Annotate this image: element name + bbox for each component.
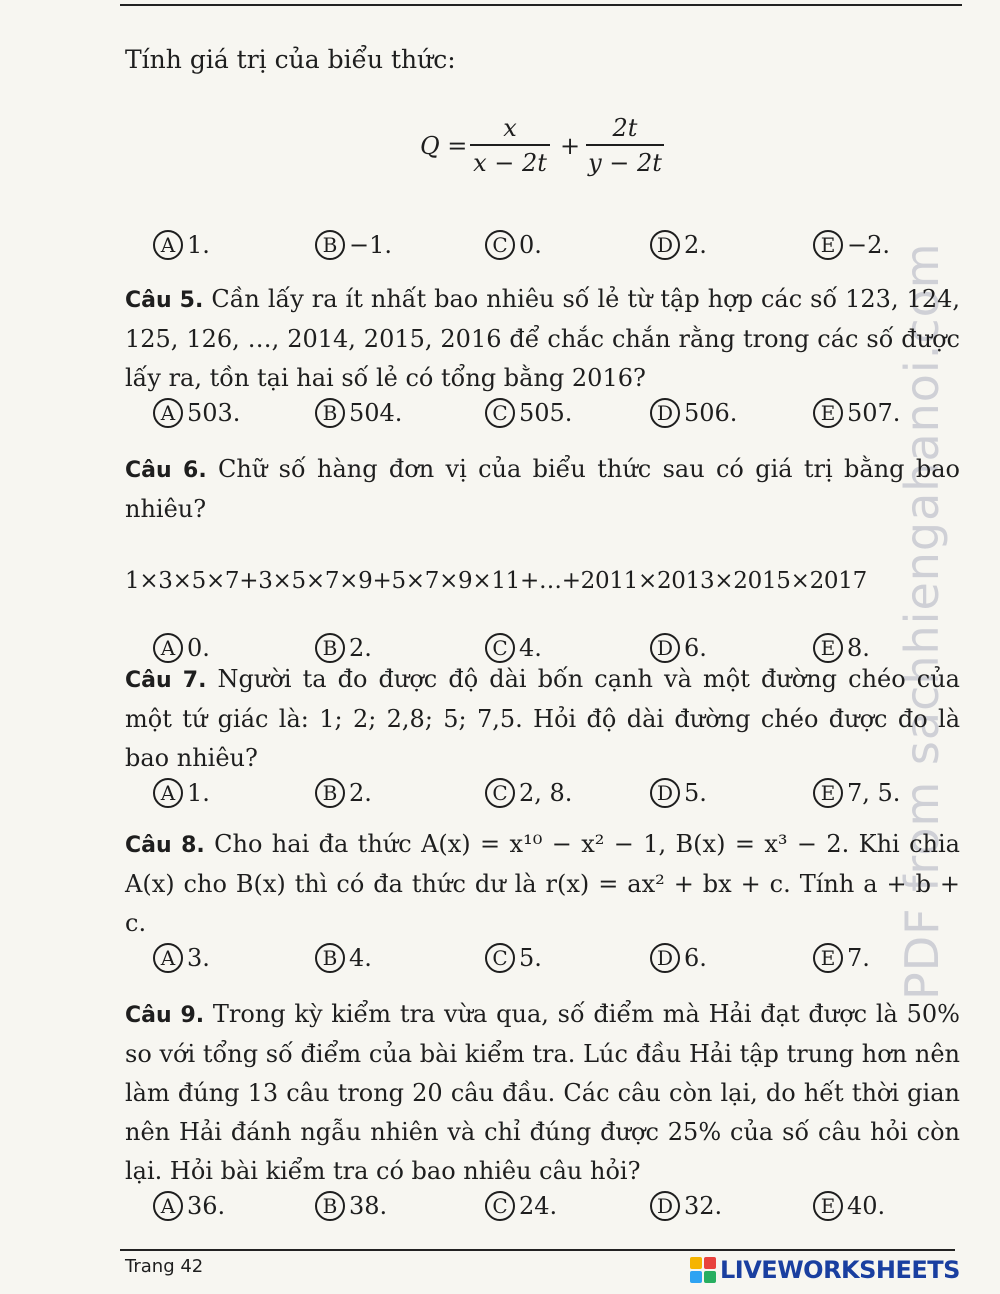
option-value: 2. [349, 779, 372, 807]
option-a[interactable] [153, 230, 210, 260]
option-letter-circle: A [153, 230, 183, 260]
option-value: 8. [847, 634, 870, 662]
question-label: Câu 5. [125, 288, 204, 313]
option-letter-circle: B [315, 398, 345, 428]
fraction-1 [470, 112, 550, 180]
question-text: Cần lấy ra ít nhất bao nhiêu số lẻ từ tập hợp các số 123, 124, 125, 126, …, 2014, 2015, 2016 để chắc chắn rằng trong các số được lấy ra, tồn tại hai số lẻ có tổng bằng 2016? [125, 285, 960, 392]
question-label: Câu 8. [125, 833, 205, 858]
option-c[interactable] [485, 398, 572, 428]
option-b[interactable] [315, 633, 372, 663]
option-letter-circle: B [315, 633, 345, 663]
question-text: Chữ số hàng đơn vị của biểu thức sau có giá trị bằng bao nhiêu? [125, 455, 960, 523]
option-letter-circle: D [650, 633, 680, 663]
option-letter-circle: C [485, 633, 515, 663]
option-e[interactable] [813, 943, 870, 973]
option-b[interactable] [315, 398, 402, 428]
option-value: 32. [684, 1192, 723, 1220]
option-value: −2. [847, 231, 891, 259]
option-e[interactable] [813, 398, 900, 428]
option-letter-circle: D [650, 1191, 680, 1221]
option-c[interactable] [485, 1191, 557, 1221]
option-d[interactable] [650, 943, 707, 973]
formula-q [420, 106, 720, 186]
option-d[interactable] [650, 778, 707, 808]
option-letter-circle: D [650, 778, 680, 808]
option-value: 4. [349, 944, 372, 972]
question-text: Cho hai đa thức A(x) = x¹⁰ − x² − 1, B(x) = x³ − 2. Khi chia A(x) cho B(x) thì có đa thức dư là r(x) = ax² + bx + c. Tính a + b + c. [125, 830, 960, 937]
expression: 1×3×5×7+3×5×7×9+5×7×9×11+…+2011×2013×2015×2017 [125, 568, 867, 594]
options-row [125, 230, 960, 268]
formula-plus: + [560, 132, 581, 160]
option-letter-circle: E [813, 943, 843, 973]
question-text: Người ta đo được độ dài bốn cạnh và một đường chéo của một tứ giác là: 1; 2; 2,8; 5; 7,5. Hỏi độ dài đường chéo được đo là bao nhiêu? [125, 665, 960, 772]
question-label: Câu 6. [125, 458, 207, 483]
fraction-1-numerator: x [503, 114, 517, 142]
question-7 [125, 660, 960, 816]
option-c[interactable] [485, 633, 542, 663]
option-value: 5. [519, 944, 542, 972]
option-value: 504. [349, 399, 403, 427]
brand-logo-area[interactable] [690, 1256, 960, 1284]
option-value: 2. [684, 231, 707, 259]
option-a[interactable] [153, 1191, 225, 1221]
option-value: 36. [187, 1192, 226, 1220]
fraction-1-denominator: x − 2t [473, 149, 547, 177]
option-value: 0. [187, 634, 210, 662]
option-letter-circle: D [650, 943, 680, 973]
question-8 [125, 825, 960, 981]
option-letter-circle: B [315, 778, 345, 808]
option-letter-circle: B [315, 943, 345, 973]
option-letter-circle: B [315, 1191, 345, 1221]
option-e[interactable] [813, 1191, 885, 1221]
question-9 [125, 995, 960, 1229]
option-e[interactable] [813, 633, 870, 663]
question-4-options [125, 230, 960, 268]
option-value: 3. [187, 944, 210, 972]
option-letter-circle: C [485, 778, 515, 808]
option-letter-circle: A [153, 943, 183, 973]
fraction-2-denominator: y − 2t [588, 149, 662, 177]
question-label: Câu 7. [125, 668, 207, 693]
page-number: Trang 42 [125, 1256, 204, 1277]
option-value: 24. [519, 1192, 558, 1220]
option-e[interactable] [813, 230, 890, 260]
brand-name: LIVEWORKSHEETS [720, 1256, 960, 1284]
options-row [125, 1191, 960, 1229]
option-value: 5. [684, 779, 707, 807]
option-letter-circle: B [315, 230, 345, 260]
option-letter-circle: E [813, 230, 843, 260]
option-value: −1. [349, 231, 393, 259]
question-text: Trong kỳ kiểm tra vừa qua, số điểm mà Hải đạt được là 50% so với tổng số điểm của bài kiểm tra. Lúc đầu Hải tập trung hơn nên làm đúng 13 câu trong 20 câu đầu. Các câu còn lại, do hết thời gian nên Hải đánh ngẫu nhiên và chỉ đúng được 25% của số câu hỏi còn lại. Hỏi bài kiểm tra có bao nhiêu câu hỏi? [125, 1000, 960, 1185]
option-a[interactable] [153, 633, 210, 663]
intro-text: Tính giá trị của biểu thức: [125, 45, 456, 74]
option-value: 0. [519, 231, 542, 259]
option-c[interactable] [485, 230, 542, 260]
option-letter-circle: E [813, 633, 843, 663]
option-letter-circle: C [485, 398, 515, 428]
option-value: 503. [187, 399, 241, 427]
option-a[interactable] [153, 943, 210, 973]
option-value: 7. [847, 944, 870, 972]
option-value: 40. [847, 1192, 886, 1220]
option-value: 6. [684, 944, 707, 972]
question-5 [125, 280, 960, 436]
option-letter-circle: A [153, 778, 183, 808]
watermark: PDF from sachhiengahanoi.com [895, 242, 949, 1000]
top-rule [120, 4, 962, 6]
option-d[interactable] [650, 230, 707, 260]
option-value: 2. [349, 634, 372, 662]
question-6 [125, 450, 960, 671]
option-b[interactable] [315, 943, 372, 973]
option-a[interactable] [153, 398, 240, 428]
option-letter-circle: A [153, 633, 183, 663]
option-letter-circle: E [813, 1191, 843, 1221]
option-b[interactable] [315, 778, 372, 808]
option-letter-circle: A [153, 398, 183, 428]
option-value: 2, 8. [519, 779, 573, 807]
option-value: 38. [349, 1192, 388, 1220]
option-e[interactable] [813, 778, 900, 808]
options-row [125, 778, 960, 816]
option-b[interactable] [315, 1191, 387, 1221]
fraction-2 [586, 112, 664, 180]
option-value: 507. [847, 399, 901, 427]
option-letter-circle: D [650, 230, 680, 260]
option-letter-circle: C [485, 943, 515, 973]
option-value: 4. [519, 634, 542, 662]
options-row [125, 943, 960, 981]
formula-lhs: Q = [420, 132, 468, 160]
option-c[interactable] [485, 778, 572, 808]
option-value: 505. [519, 399, 573, 427]
question-label: Câu 9. [125, 1003, 205, 1028]
option-letter-circle: E [813, 778, 843, 808]
option-value: 6. [684, 634, 707, 662]
footer-rule [120, 1249, 955, 1251]
option-d[interactable] [650, 1191, 722, 1221]
fraction-2-numerator: 2t [612, 114, 638, 142]
option-letter-circle: E [813, 398, 843, 428]
option-d[interactable] [650, 398, 737, 428]
option-value: 1. [187, 779, 210, 807]
option-b[interactable] [315, 230, 392, 260]
option-d[interactable] [650, 633, 707, 663]
option-c[interactable] [485, 943, 542, 973]
option-letter-circle: D [650, 398, 680, 428]
option-letter-circle: A [153, 1191, 183, 1221]
option-value: 7, 5. [847, 779, 901, 807]
option-letter-circle: C [485, 230, 515, 260]
options-row [125, 398, 960, 436]
option-value: 506. [684, 399, 738, 427]
option-a[interactable] [153, 778, 210, 808]
option-letter-circle: C [485, 1191, 515, 1221]
option-value: 1. [187, 231, 210, 259]
liveworksheets-logo-icon [690, 1257, 716, 1283]
